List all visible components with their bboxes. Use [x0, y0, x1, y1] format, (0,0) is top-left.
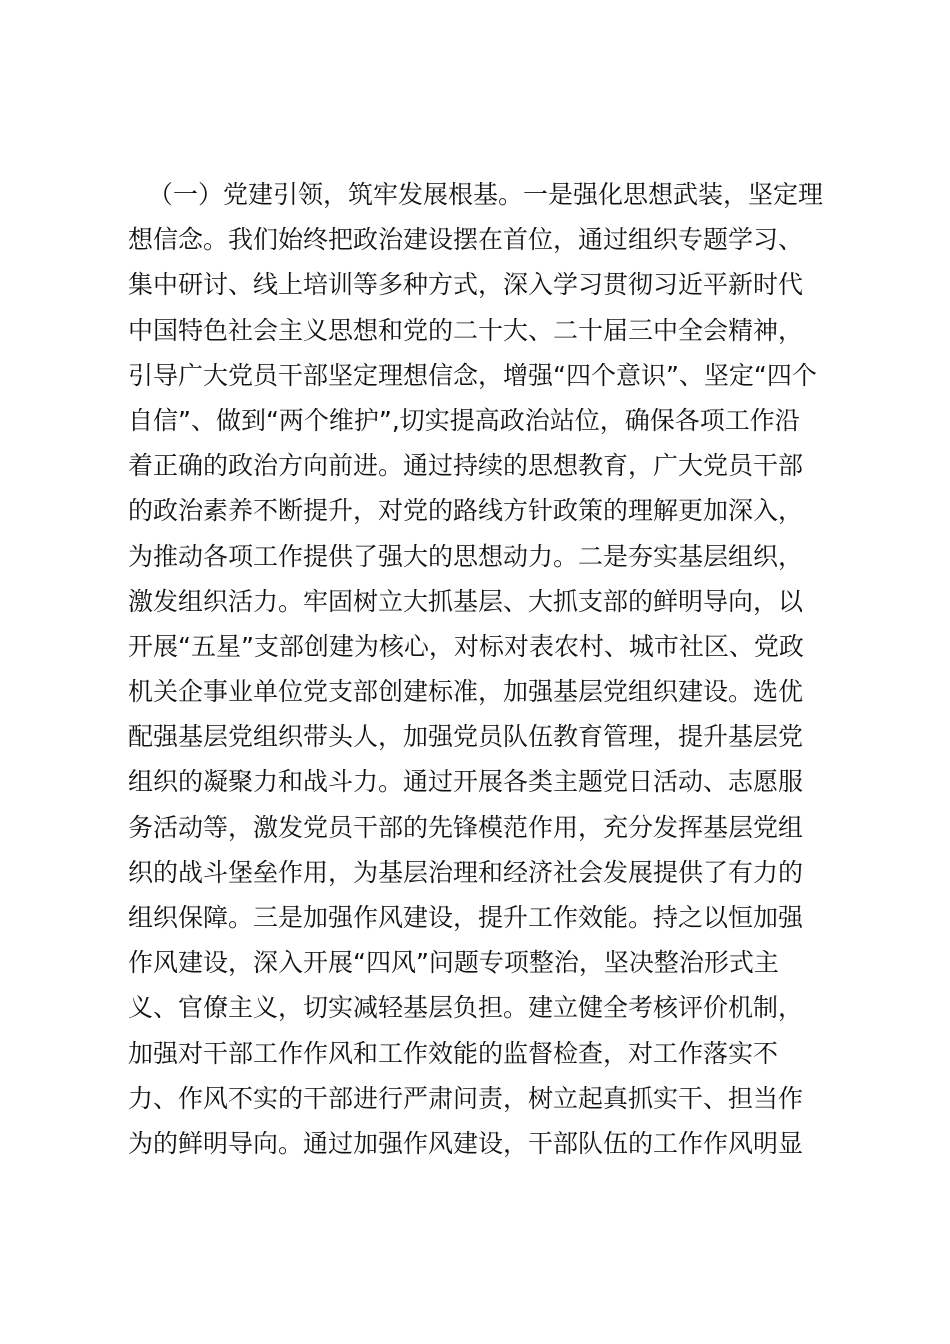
paragraph-line: 为推动各项工作提供了强大的思想动力。二是夯实基层组织，: [128, 541, 804, 571]
paragraph-line: 中国特色社会主义思想和党的二十大、二十届三中全会精神，: [128, 315, 804, 345]
paragraph-line: 配强基层党组织带头人，加强党员队伍教育管理，提升基层党: [128, 722, 804, 752]
paragraph-line: 机关企事业单位党支部创建标准，加强基层党组织建设。选优: [128, 677, 804, 707]
paragraph-line: 加强对干部工作作风和工作效能的监督检查，对工作落实不: [128, 1038, 779, 1068]
paragraph-line: 务活动等，激发党员干部的先锋模范作用，充分发挥基层党组: [128, 812, 804, 842]
paragraph-line: 开展“五星”支部创建为核心，对标对表农村、城市社区、党政: [128, 631, 804, 661]
paragraph-line: 自信”、做到“两个维护”,切实提高政治站位，确保各项工作沿: [128, 405, 800, 435]
paragraph-line: 织的战斗堡垒作用，为基层治理和经济社会发展提供了有力的: [128, 857, 804, 887]
paragraph-line: （一）党建引领，筑牢发展根基。一是强化思想武装，坚定理: [148, 180, 824, 209]
paragraph-line: 为的鲜明导向。通过加强作风建设，干部队伍的工作作风明显: [128, 1128, 804, 1158]
paragraph-line: 引导广大党员干部坚定理想信念，增强“四个意识”、坚定“四个: [128, 360, 817, 390]
paragraph-line: 义、官僚主义，切实减轻基层负担。建立健全考核评价机制，: [128, 993, 804, 1023]
paragraph-line: 着正确的政治方向前进。通过持续的思想教育，广大党员干部: [128, 451, 804, 481]
paragraph-line: 集中研讨、线上培训等多种方式，深入学习贯彻习近平新时代: [128, 270, 804, 300]
paragraph-line: 激发组织活力。牢固树立大抓基层、大抓支部的鲜明导向，以: [128, 586, 804, 616]
body-paragraph: [128, 172, 838, 1166]
paragraph-line: 组织保障。三是加强作风建设，提升工作效能。持之以恒加强: [128, 903, 804, 932]
paragraph-line: 力、作风不实的干部进行严肃问责，树立起真抓实干、担当作: [128, 1083, 804, 1113]
paragraph-line: 作风建设，深入开展“四风”问题专项整治，坚决整治形式主: [128, 948, 779, 978]
paragraph-line: 想信念。我们始终把政治建设摆在首位，通过组织专题学习、: [128, 225, 804, 255]
paragraph-line: 的政治素养不断提升，对党的路线方针政策的理解更加深入，: [128, 496, 804, 526]
paragraph-line: 组织的凝聚力和战斗力。通过开展各类主题党日活动、志愿服: [128, 767, 804, 797]
